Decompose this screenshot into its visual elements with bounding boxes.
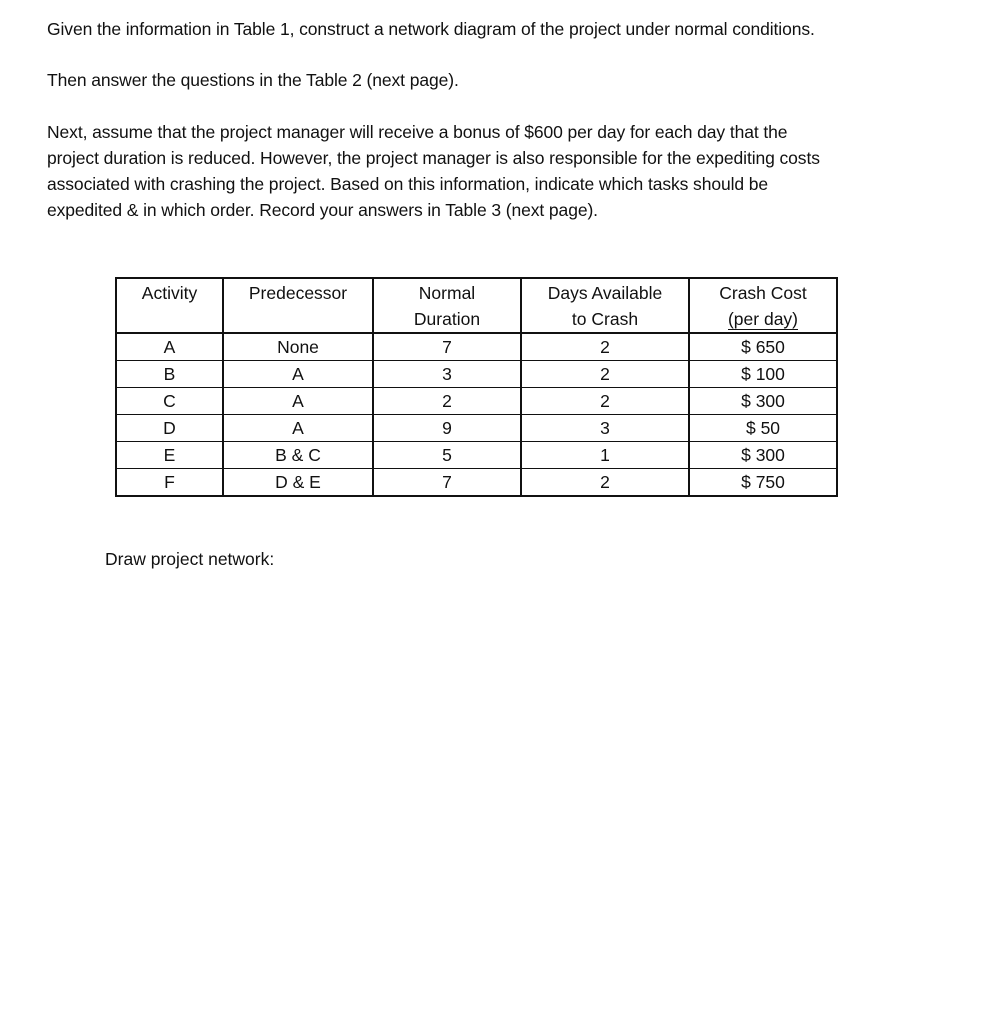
header-predecessor: Predecessor — [223, 278, 373, 333]
cell-normal-duration: 2 — [373, 388, 521, 415]
cell-days-available: 3 — [521, 415, 689, 442]
cell-normal-duration: 9 — [373, 415, 521, 442]
cell-days-available: 1 — [521, 442, 689, 469]
instruction-paragraph-2: Then answer the questions in the Table 2 (next page). — [47, 70, 459, 90]
table-row — [116, 469, 837, 497]
table-header-row — [116, 278, 837, 333]
header-normal-duration — [373, 278, 521, 333]
header-line: to Crash — [571, 309, 639, 329]
cell-predecessor: None — [223, 333, 373, 361]
header-line — [690, 306, 836, 332]
table-row — [116, 361, 837, 388]
cell-days-available: 2 — [521, 333, 689, 361]
header-days-available — [521, 278, 689, 333]
instruction-line: project duration is reduced. However, the project manager is also responsible for the expediting costs — [47, 148, 820, 168]
cell-normal-duration: 5 — [373, 442, 521, 469]
cell-activity: C — [116, 388, 223, 415]
draw-network-label: Draw project network: — [105, 549, 275, 569]
instruction-line: expedited & in which order. Record your answers in Table 3 (next page). — [47, 200, 598, 220]
cell-normal-duration: 7 — [373, 333, 521, 361]
instruction-line: associated with crashing the project. Based on this information, indicate which tasks should be — [47, 174, 769, 194]
cell-crash-cost: $ 100 — [689, 361, 837, 388]
header-crash-unit: (per day) — [727, 309, 799, 329]
header-line: Days Available — [547, 283, 663, 303]
header-line: Duration — [413, 309, 481, 329]
header-line: Normal — [418, 283, 476, 303]
cell-days-available: 2 — [521, 388, 689, 415]
instruction-paragraph-1: Given the information in Table 1, construct a network diagram of the project under normal conditions. — [47, 19, 815, 39]
cell-activity: E — [116, 442, 223, 469]
cell-predecessor: A — [223, 415, 373, 442]
cell-activity: B — [116, 361, 223, 388]
cell-crash-cost: $ 50 — [689, 415, 837, 442]
table-row — [116, 415, 837, 442]
cell-normal-duration: 7 — [373, 469, 521, 497]
cell-activity: F — [116, 469, 223, 497]
cell-normal-duration: 3 — [373, 361, 521, 388]
instruction-paragraph-3 — [47, 119, 947, 223]
header-line: Crash Cost — [719, 283, 807, 303]
cell-predecessor: B & C — [223, 442, 373, 469]
instruction-line: Next, assume that the project manager will receive a bonus of $600 per day for each day that the — [47, 122, 788, 142]
cell-days-available: 2 — [521, 469, 689, 497]
cell-days-available: 2 — [521, 361, 689, 388]
cell-crash-cost: $ 650 — [689, 333, 837, 361]
cell-predecessor: A — [223, 388, 373, 415]
cell-predecessor: D & E — [223, 469, 373, 497]
cell-activity: A — [116, 333, 223, 361]
activity-table — [115, 277, 838, 497]
table-row — [116, 388, 837, 415]
cell-activity: D — [116, 415, 223, 442]
cell-crash-cost: $ 300 — [689, 442, 837, 469]
table-row — [116, 442, 837, 469]
header-crash-cost — [689, 278, 837, 333]
cell-crash-cost: $ 300 — [689, 388, 837, 415]
table-row — [116, 333, 837, 361]
header-activity: Activity — [116, 278, 223, 333]
cell-crash-cost: $ 750 — [689, 469, 837, 497]
cell-predecessor: A — [223, 361, 373, 388]
